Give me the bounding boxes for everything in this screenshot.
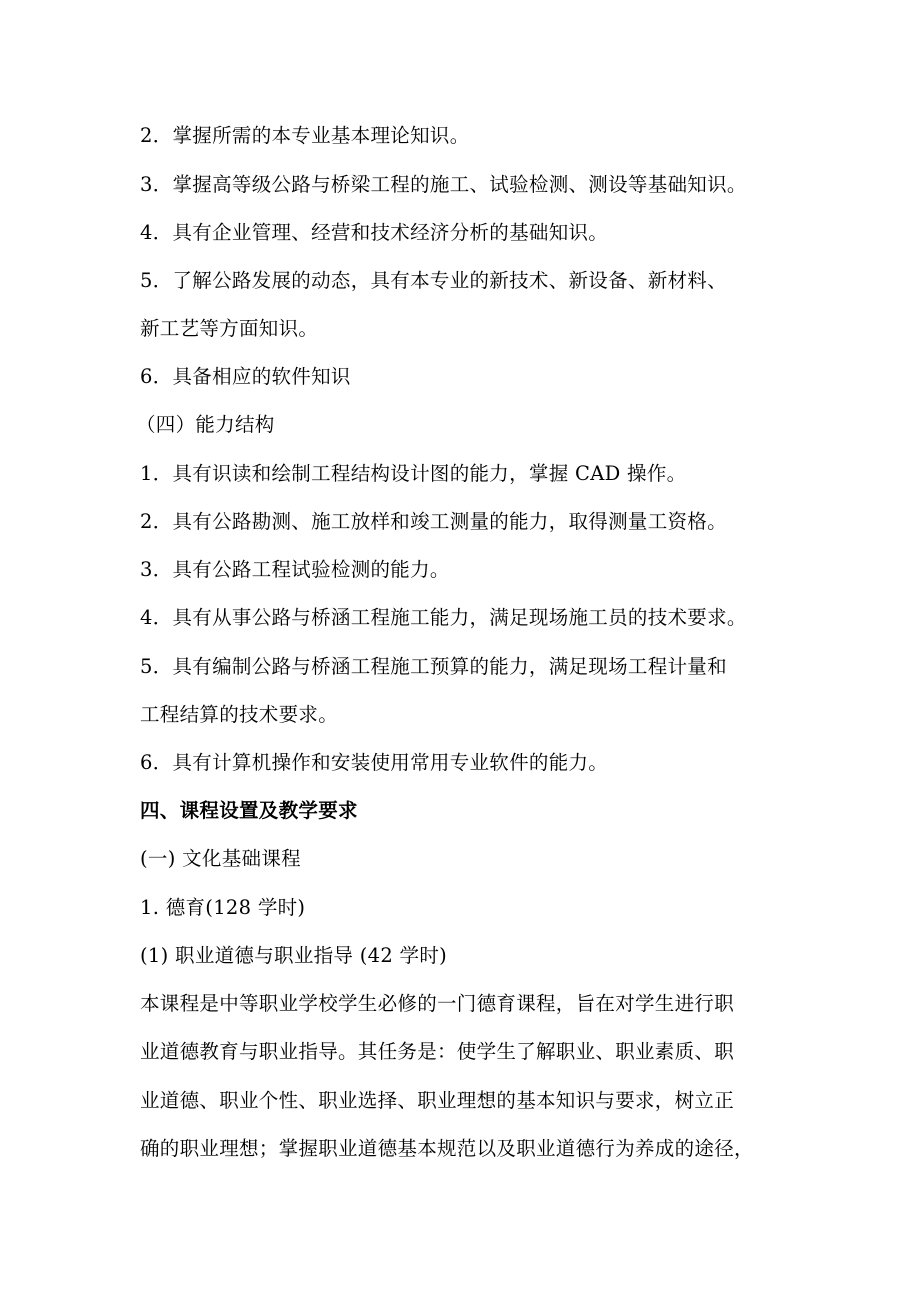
paragraph-line: 业道德教育与职业指导。其任务是：使学生了解职业、职业素质、职 bbox=[140, 1040, 735, 1063]
knowledge-item-3: 3．掌握高等级公路与桥梁工程的施工、试验检测、测设等基础知识。 bbox=[140, 173, 747, 196]
subsection-heading-basic-courses: (一) 文化基础课程 bbox=[140, 847, 301, 870]
chapter-heading-curriculum: 四、课程设置及教学要求 bbox=[140, 799, 358, 822]
knowledge-item-5-continued: 新工艺等方面知识。 bbox=[140, 317, 319, 340]
knowledge-item-2: 2．掌握所需的本专业基本理论知识。 bbox=[140, 124, 470, 147]
paragraph-line: 确的职业理想；掌握职业道德基本规范以及职业道德行为养成的途径， bbox=[140, 1137, 754, 1160]
ability-item-3: 3．具有公路工程试验检测的能力。 bbox=[140, 558, 450, 581]
knowledge-item-4: 4．具有企业管理、经营和技术经济分析的基础知识。 bbox=[140, 221, 609, 244]
ability-item-5-continued: 工程结算的技术要求。 bbox=[140, 703, 339, 726]
ability-item-4: 4．具有从事公路与桥涵工程施工能力，满足现场施工员的技术要求。 bbox=[140, 606, 747, 629]
knowledge-item-5: 5．了解公路发展的动态，具有本专业的新技术、新设备、新材料、 bbox=[140, 269, 727, 292]
ability-item-6: 6．具有计算机操作和安装使用常用专业软件的能力。 bbox=[140, 751, 609, 774]
ability-item-5: 5．具有编制公路与桥涵工程施工预算的能力，满足现场工程计量和 bbox=[140, 655, 727, 678]
paragraph-line: 业道德、职业个性、职业选择、职业理想的基本知识与要求，树立正 bbox=[140, 1089, 735, 1112]
knowledge-item-6: 6．具备相应的软件知识 bbox=[140, 365, 351, 388]
ability-item-2: 2．具有公路勘测、施工放样和竣工测量的能力，取得测量工资格。 bbox=[140, 510, 727, 533]
section-heading-ability-structure: （四）能力结构 bbox=[136, 413, 275, 436]
course-heading-moral-education: 1. 德育(128 学时) bbox=[140, 896, 306, 919]
course-heading-career-ethics: (1) 职业道德与职业指导 (42 学时) bbox=[140, 944, 448, 967]
paragraph-line: 本课程是中等职业学校学生必修的一门德育课程，旨在对学生进行职 bbox=[140, 992, 735, 1015]
ability-item-1: 1．具有识读和绘制工程结构设计图的能力，掌握 CAD 操作。 bbox=[140, 462, 687, 485]
